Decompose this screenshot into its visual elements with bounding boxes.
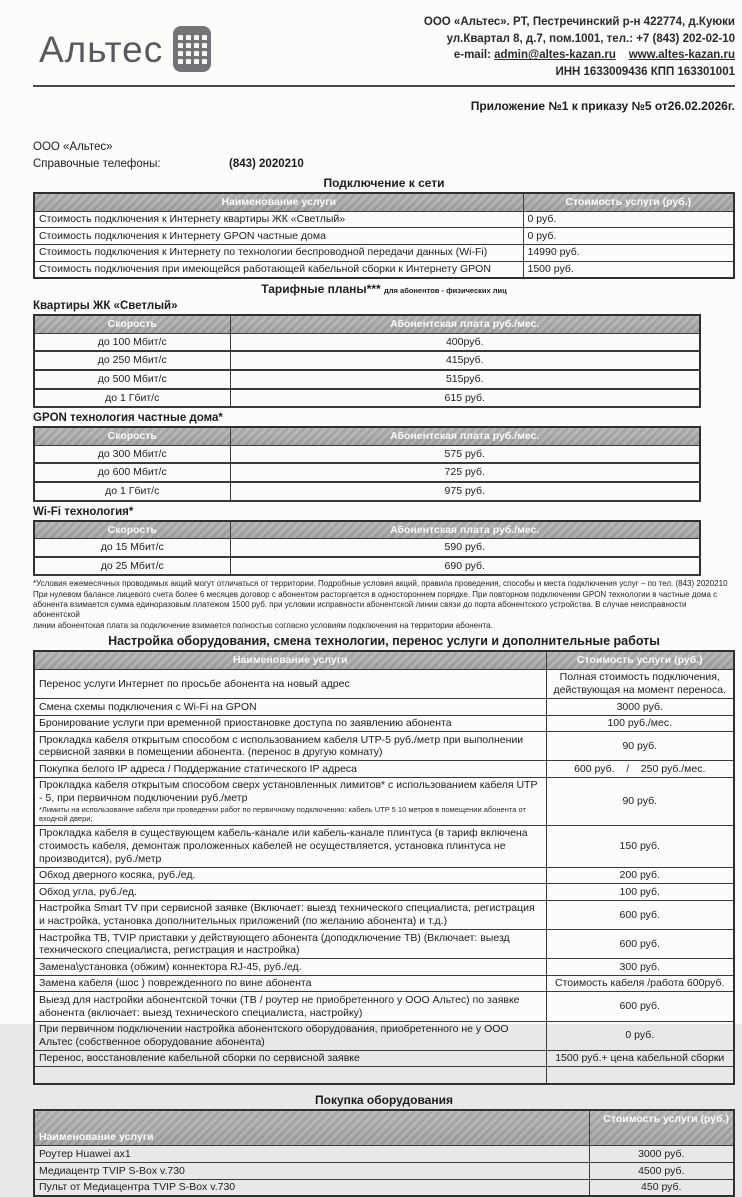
table-row [34,715,734,732]
email-link[interactable]: admin@altes-kazan.ru [494,49,616,62]
table-row [34,867,734,884]
service-name-cell: Перенос услуги Интернет по просьбе абонента на новый адрес [34,669,546,698]
service-price-cell: Полная стоимость подключения, действующая на момент переноса. [546,669,734,698]
table-row [34,1163,734,1180]
table-row [34,825,734,867]
equipment-price-cell: 4500 руб. [589,1163,734,1180]
table-row [34,244,734,261]
speed-cell: до 600 Мбит/с [34,463,230,482]
tariff-table-wifi [33,520,701,577]
appendix-line: Приложение №1 к приказу №5 от26.02.2026г. [470,98,735,113]
service-price-cell: 3000 руб. [546,699,734,716]
table-row [34,1179,734,1196]
table-row [34,884,734,901]
service-name-cell: Обход угла, руб./ед. [34,884,546,901]
equipment-name-cell: Медиацентр TVIP S-Box v.730 [34,1163,589,1180]
service-price-cell: 1500 руб. [523,261,734,278]
tariff-group-name-svetly: Квартиры ЖК «Светлый» [33,300,178,313]
table-row [34,211,734,228]
fee-cell: 575 руб. [230,445,700,463]
service-price-cell: 90 руб. [546,732,734,761]
footnote-line: линии абонентская плата за подключение взимается полностью согласно условиям подключения на территории абонента. [33,620,493,630]
table-row [34,389,700,408]
table-row [34,761,734,778]
fee-cell: 690 руб. [230,557,700,576]
tariff-table-svetly [33,314,701,408]
speed-cell: до 300 Мбит/с [34,445,230,463]
table-row [34,1021,734,1050]
company-block [33,139,735,174]
fee-cell: 975 руб. [230,482,700,501]
service-price-cell: 600 руб. [546,900,734,929]
contact-address-line2: ул.Квартал 8, д.7, пом.1001, тел.: +7 (843) 202-02-10 [446,32,735,45]
service-name-cell: Покупка белого IP адреса / Поддержание статического IP адреса [34,761,546,778]
table-row [34,900,734,929]
col-header-speed: Скорость [34,521,230,539]
table-header-row [34,521,700,539]
table-row [34,351,700,370]
phones-label: Справочные телефоны: [33,157,161,170]
table-row [34,539,700,557]
service-name-cell: Настройка Smart TV при сервисной заявке (Включает: выезд технического специалиста, регистрация и настройка, установка дополнительных приложений (по желанию абонента) и т.д.) [34,900,546,929]
service-price-cell: 150 руб. [546,825,734,867]
company-logo [39,26,211,72]
equipment-name-cell: Роутер Huawei ax1 [34,1146,589,1163]
table-row [34,333,700,351]
table-row [34,975,734,992]
speed-cell: до 1 Гбит/с [34,482,230,501]
service-name-cell: Стоимость подключения к Интернету GPON частные дома [34,228,523,245]
table-row [34,959,734,976]
col-header-speed: Скорость [34,315,230,333]
email-label: e-mail: [453,49,491,62]
equipment-price-cell: 450 руб. [589,1179,734,1196]
connection-table [33,192,735,279]
equipment-name-cell: Пульт от Медиацентра TVIP S-Box v.730 [34,1179,589,1196]
service-price-cell: 1500 руб.+ цена кабельной сборки [546,1050,734,1067]
fee-cell: 725 руб. [230,463,700,482]
col-header-speed: Скорость [34,427,230,445]
table-header-row [34,1110,734,1146]
service-name-cell: Бронирование услуги при временной приостановке доступа по заявлению абонента [34,715,546,732]
table-header-row [34,315,700,333]
col-header-fee: Абонентская плата руб./мес. [230,427,700,445]
service-price-cell: 14990 руб. [523,244,734,261]
company-contacts [424,14,735,81]
service-price-cell: 600 руб. [546,992,734,1021]
tariff-group-name-gpon: GPON технология частные дома* [33,412,223,425]
phones-line [33,156,735,173]
speed-cell: до 250 Мбит/с [34,351,230,370]
service-price-cell: Стоимость кабеля /работа 600руб. [546,975,734,992]
service-name-cell: Настройка ТВ, TVIP приставки у действующего абонента (доподключение ТВ) (Включает: выезд технического специалиста, регистрация и настройка) [34,930,546,959]
table-row [34,463,700,482]
table-row-empty [34,1067,734,1085]
table-header-row [34,651,734,669]
service-price-cell [546,1067,734,1085]
service-name-cell: Прокладка кабеля открытым способом с использованием кабеля UTP-5 руб./метр при выполнении сервисной заявки в помещении абонента. (перенос в другую комнату) [34,732,546,761]
website-link[interactable]: www.altes-kazan.ru [628,49,735,62]
fee-cell: 615 руб. [230,389,700,408]
speed-cell: до 15 Мбит/с [34,539,230,557]
table-row [34,1050,734,1067]
table-header-row [34,193,734,211]
tariffs-footnote [33,579,735,631]
table-row [34,482,700,501]
service-price-cell: 0 руб. [546,1021,734,1050]
speed-cell: до 1 Гбит/с [34,389,230,408]
speed-cell: до 500 Мбит/с [34,370,230,389]
table-row [34,261,734,278]
col-header-fee: Абонентская плата руб./мес. [230,521,700,539]
col-header-service: Наименование услуги [34,651,546,669]
service-name-cell: Прокладка кабеля в существующем кабель-канале или кабель-канале плинтуса (в тариф включена стоимость кабеля, демонтаж проложенных кабелей не осуществляется, установка плинтуса не производится), руб./метр [34,825,546,867]
logo-wordmark: Альтес [39,28,164,70]
services-section-title: Настройка оборудования, смена технологии, перенос услуги и дополнительные работы [108,634,660,649]
service-price-cell: 0 руб. [523,228,734,245]
table-row [34,669,734,698]
inn-kpp-line: ИНН 1633009436 КПП 163301001 [555,66,735,79]
document-header [33,12,735,81]
contact-email-line [424,47,735,64]
service-name-cell: При первичном подключении настройка абонентского оборудования, приобретенного не у ООО Альтес (собственное оборудование абонента) [34,1021,546,1050]
service-name-cell: Стоимость подключения к Интернету квартиры ЖК «Светлый» [34,211,523,228]
service-price-cell: 100 руб./мес. [546,715,734,732]
speed-cell: до 100 Мбит/с [34,333,230,351]
footnote-line: При нулевом балансе лицевого счета более 6 месяцев договор с абонентом расторгается в одностороннем порядке. При повторном подключении GPON технологии в частные дома с [33,589,718,599]
tariffs-title: Тарифные планы*** [261,282,381,297]
table-row [34,557,700,576]
tariff-table-gpon [33,426,701,501]
col-header-service: Наименование услуги [34,193,523,211]
footnote-line: *Условия ежемесячных проводимых акций могут отличаться от территории. Подробные условия акций, правила проведения, способы и места подключения услуг – по тел. (843) 2020210 [33,579,728,589]
service-name-cell [34,777,546,825]
service-price-cell: 300 руб. [546,959,734,976]
col-header-service: Наименование услуги [34,1110,589,1146]
table-header-row [34,427,700,445]
phones-value: (843) 2020210 [229,157,304,170]
service-name-text: Прокладка кабеля открытым способом сверх установленных лимитов* с использованием кабеля UTP - 5, при первичном подключении руб./метр [39,779,538,805]
services-table [33,650,735,1085]
tariffs-section-title [33,282,735,296]
contact-address-line1: ООО «Альтес». РТ, Пестречинский р-н 422774, д.Куюки [423,16,735,28]
service-price-cell: 600 руб. [546,930,734,959]
table-row [34,699,734,716]
service-name-cell: Замена\установка (обжим) коннектора RJ-45, руб./ед. [34,959,546,976]
table-row [34,1146,734,1163]
company-name: ООО «Альтес» [33,140,113,153]
service-price-cell: 0 руб. [523,211,734,228]
footnote-line: абонента взимается сумма единоразовым платежом 1500 руб. при условии исправности абонентской линии связи до порта абонентского устройства. В случае неисправности абонентской [33,600,687,620]
service-name-cell [34,1067,546,1085]
service-price-cell: 100 руб. [546,884,734,901]
equipment-section-title: Покупка оборудования [315,1093,453,1108]
service-price-cell: 200 руб. [546,867,734,884]
col-header-fee: Абонентская плата руб./мес. [230,315,700,333]
table-row [34,992,734,1021]
fee-cell: 415руб. [230,351,700,370]
service-price-cell: 90 руб. [546,777,734,825]
grid-logo-icon [173,26,211,72]
service-name-cell: Перенос, восстановление кабельной сборки по сервисной заявке [34,1050,546,1067]
fee-cell: 515руб. [230,370,700,389]
table-row [34,930,734,959]
col-header-price: Стоимость услуги (руб.) [546,651,734,669]
fee-cell: 590 руб. [230,539,700,557]
service-name-cell: Обход дверного косяка, руб./ед. [34,867,546,884]
service-name-cell: Выезд для настройки абонентской точки (ТВ / роутер не приобретенного у ООО Альтес) по заявке абонента (включает: выезд технического специалиста, настройку) [34,992,546,1021]
connection-section-title: Подключение к сети [323,176,445,191]
speed-cell: до 25 Мбит/с [34,557,230,576]
col-header-price: Стоимость услуги (руб.) [589,1110,734,1146]
header-divider [33,85,735,87]
service-note-text: *Лимиты на использование кабеля при проведении работ по первичному подключению: кабель UTP 5 10 метров в помещении абонента от входной двери; [39,804,526,824]
service-name-cell: Стоимость подключения к Интернету по технологии беспроводной передачи данных (Wi-Fi) [34,244,523,261]
tariffs-title-note: для абонентов - физических лиц [384,286,507,296]
service-name-cell: Замена кабеля (шос ) поврежденного по вине абонента [34,975,546,992]
col-header-price: Стоимость услуги (руб.) [523,193,734,211]
table-row [34,445,700,463]
service-name-cell: Стоимость подключения при имеющейся работающей кабельной сборки к Интернету GPON [34,261,523,278]
table-row [34,777,734,825]
equipment-table [33,1109,735,1197]
fee-cell: 400руб. [230,333,700,351]
table-row [34,228,734,245]
equipment-price-cell: 3000 руб. [589,1146,734,1163]
tariff-group-name-wifi: Wi-Fi технология* [33,505,134,518]
table-row [34,370,700,389]
service-name-cell: Смена схемы подключения с Wi-Fi на GPON [34,699,546,716]
service-price-cell: 600 руб. / 250 руб./мес. [546,761,734,778]
table-row [34,732,734,761]
